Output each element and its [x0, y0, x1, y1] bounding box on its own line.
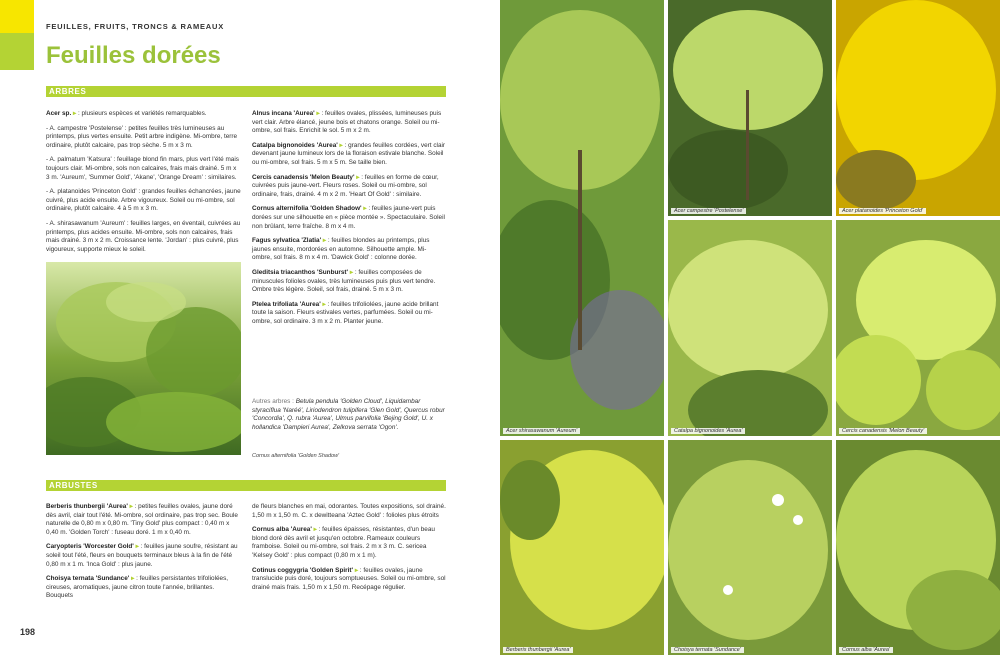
- arrow-icon: ▸: [320, 300, 326, 308]
- entry-text: : feuilles jaune soufre, résistant au soleil tout l'été, fleurs en bouquets terminaux bleus à la fin de l'été 0,80 m x 1 m. 'Inca Gold' : plus jaune.: [46, 543, 238, 568]
- entry-name: Cornus alba 'Aurea': [252, 526, 312, 534]
- entry: [252, 205, 446, 231]
- entry-name: Gleditsia triacanthos 'Sunburst': [252, 268, 349, 276]
- entry-text: - A. palmatum 'Katsura' : feuillage blond fin mars, plus vert l'été mais toujours clair. Mi-ombre, sols non calcaires, frais mais drainé. 5 m x 3 m. 'Aureum', 'Summer Gold', 'Akane', 'Orange Dream' : similaires.: [46, 156, 239, 181]
- entry-text: : feuilles persistantes trifoliolées, cireuses, aromatiques, jaune citron toute l'année, brillantes. Bouquets: [46, 575, 229, 600]
- photo-1: [500, 0, 664, 436]
- entry-name: Caryopteris 'Worcester Gold': [46, 543, 134, 551]
- entry-text: : feuilles épaisses, résistantes, d'un beau blond doré dès avril et jusqu'en octobre. Rameaux couleurs framboise. Soleil ou mi-ombre, sol frais. 2 m x 3 m. C. sericea 'Kelsey Gold' : plus compact (0,80 m x 1 m).: [252, 526, 435, 559]
- arbustes-column-2: [252, 503, 446, 598]
- section-label: FEUILLES, FRUITS, TRONCS & RAMEAUX: [46, 22, 225, 31]
- entry-text: : grandes feuilles cordées, vert clair devenant jaune lumineux lors de la floraison estivale blanche. Soleil ou mi-ombre, sol frais. 5 m x 5 m. Se taille bien.: [252, 141, 446, 166]
- entry-text: : feuilles en forme de cœur, cuivrées puis jaune-vert. Fleurs roses. Soleil ou mi-ombre, sol ordinaire, frais, drainé. 4 m x 2 m. 'Heart Of Gold' : similaire.: [252, 173, 439, 198]
- entry: [252, 237, 446, 263]
- entry: [252, 503, 446, 520]
- arbres-column-2: [252, 110, 446, 332]
- photo-8: [668, 440, 832, 655]
- arrow-icon: ▸: [311, 526, 317, 534]
- entry-name: Cercis canadensis 'Melon Beauty': [252, 173, 355, 181]
- photo-6-caption: Cercis canadensis 'Melon Beauty': [839, 428, 927, 434]
- entry-name: Fagus sylvatica 'Zlatia': [252, 237, 322, 245]
- photo-3-caption: Acer platanoides 'Princeton Gold': [839, 208, 926, 214]
- photo-6: [836, 220, 1000, 436]
- entry-name: Berberis thunbergii 'Aurea': [46, 503, 128, 510]
- photo-8-caption: Choisya ternata 'Sundance': [671, 647, 744, 653]
- entry: [46, 188, 241, 214]
- entry-text: de fleurs blanches en mai, odorantes. Toutes expositions, sol drainé. 1,50 m x 1,50 m. C. x dewitteana 'Aztec Gold' : folioles plus étroits: [252, 503, 446, 519]
- entry-name: Choisya ternata 'Sundance': [46, 575, 130, 583]
- entry-name: Alnus incana 'Aurea': [252, 110, 315, 117]
- photo-4-caption: Acer shirasawanum 'Aureum': [503, 428, 580, 434]
- entry: [46, 220, 241, 254]
- entry: [252, 567, 446, 593]
- entry: [252, 269, 446, 295]
- arbustes-column-1: [46, 503, 241, 607]
- arrow-icon: ▸: [337, 141, 343, 149]
- arrow-icon: ▸: [133, 543, 139, 551]
- arrow-icon: ▸: [127, 503, 133, 510]
- entry: [46, 125, 241, 151]
- entry: [252, 174, 446, 200]
- photo-7: [500, 440, 664, 655]
- photo-5-caption: Catalpa bignonoides 'Aurea': [671, 428, 745, 434]
- entry-text: : feuilles ovales, plissées, lumineuses puis vert clair. Arbre élancé, jeune bois et chatons orange. Soleil ou mi-ombre, sol frais. Enrichit le sol. 5 m x 2 m.: [252, 110, 442, 135]
- photo-9: [836, 440, 1000, 655]
- page-title: Feuilles dorées: [46, 42, 221, 69]
- arrow-icon: ▸: [353, 566, 359, 574]
- entry: [252, 526, 446, 560]
- entry-name: Catalpa bignonoides 'Aurea': [252, 141, 338, 149]
- entry-text: : feuilles jaune-vert puis dorées sur une silhouette en « pièce montée ». Spectaculaire. Soleil non brûlant, terre fraîche. 8 m x 4 m.: [252, 205, 445, 230]
- entry-text: : petites feuilles ovales, jaune doré dès avril, clair tout l'été. Mi-ombre, sol ordinaire, pas trop sec. Boule naturelle de 0,80 m x 0,80 m. 'Tiny Gold' plus compact : 0,40 m x 0,40 m. 'Golden Torch' : fuseau doré. 1 m x 0,40 m.: [46, 503, 238, 536]
- cornus-golden-shadow-photo: [46, 262, 241, 455]
- entry-text: - A. shirasawanum 'Aureum' : feuilles larges, en éventail, cuivrées au printemps, plus acides ensuite. Mi-ombre, sols non calcaires, frais mais drainé. 3 m x 2 m. Croissance lente. 'Jordan' : plus cuivré, plus vigoureux, supporte mieux le soleil.: [46, 219, 241, 253]
- entry-name: Ptelea trifoliata 'Aurea': [252, 300, 321, 308]
- entry: [46, 575, 241, 601]
- photo-7-caption: Berberis thunbergii 'Aurea': [503, 647, 573, 653]
- arrow-icon: ▸: [354, 173, 360, 181]
- photo-5: [668, 220, 832, 436]
- entry-text: : feuilles blondes au printemps, plus jaunes ensuite, mordorées en automne. Silhouette ample. Mi-ombre, sol frais. 8 m x 4 m. 'Dawick Gold' : colonne dorée.: [252, 237, 430, 262]
- entry-text: : feuilles composées de minuscules folioles ovales, très lumineuses puis plus vert tendre. Ombre très légère. Soleil, sol frais, drainé. 5 m x 3 m.: [252, 268, 436, 294]
- arbres-band-label: ARBRES: [49, 87, 87, 96]
- autres-arbres: [252, 398, 446, 432]
- arrow-icon: ▸: [314, 110, 320, 117]
- arbustes-band: [46, 480, 446, 491]
- autres-arbres-label: Autres arbres :: [252, 398, 294, 405]
- entry: [252, 301, 446, 327]
- photo-9-caption: Cornus alba 'Aurea': [839, 647, 893, 653]
- entry: [46, 543, 241, 569]
- photo-caption: Cornus alternifolia 'Golden Shadow': [252, 453, 340, 459]
- arrow-icon: ▸: [71, 110, 77, 117]
- entry-name: Cotinus coggygria 'Golden Spirit': [252, 566, 354, 574]
- arrow-icon: ▸: [348, 268, 354, 276]
- entry-name: Cornus alternifolia 'Golden Shadow': [252, 205, 362, 213]
- photo-2-caption: Acer campestre 'Postelense': [671, 208, 746, 214]
- entry: [46, 110, 241, 119]
- thumb-tab-left-green: [0, 33, 34, 70]
- arbres-column-1: [46, 110, 241, 260]
- entry: [46, 503, 241, 537]
- photo-3: [836, 0, 1000, 216]
- autres-arbres-text: Betula pendula 'Golden Cloud', Liquidambar styraciflua 'Naréé', Liriodendron tulipifera 'Glen Gold', Quercus robur 'Concordia', Q. rubra 'Aurea', Ulmus parvifolia 'Bejing Gold', U. x hollandica 'Dampieri Aurea', Zelkova serrata 'Ogon'.: [252, 398, 445, 431]
- entry-text: - A. platanoides 'Princeton Gold' : grandes feuilles échancrées, jaune cuivré, plus acide ensuite. Arbre vigoureux. Soleil ou mi-ombre, sol ordinaire, plutôt calcaire. 4 à 5 m x 3 m.: [46, 188, 241, 213]
- page-number: 198: [20, 627, 36, 637]
- entry: [46, 156, 241, 182]
- entry: [252, 142, 446, 168]
- entry-text: : feuilles trifoliolées, jaune acide brillant toute la saison. Fleurs estivales vertes, parfumées. Soleil ou mi-ombre, sol ordinaire. 3 m x 2 m. Planter jeune.: [252, 300, 439, 325]
- entry-text: - A. campestre 'Postelense' : petites feuilles très lumineuses au printemps, plus vertes ensuite. Petit arbre indigène. Mi-ombre, terre ordinaire, plutôt calcaire, pas trop sèche. 5 m x 3 m.: [46, 124, 238, 149]
- entry-text: : feuilles ovales, jaune translucide puis doré, toujours somptueuses. Soleil ou mi-ombre, sol drainé mais frais. 1,50 m x 1,50 m. Recépage régulier.: [252, 566, 446, 591]
- arrow-icon: ▸: [321, 237, 327, 245]
- entry-name: Acer sp.: [46, 110, 72, 117]
- arrow-icon: ▸: [129, 575, 135, 583]
- arrow-icon: ▸: [361, 205, 367, 213]
- arbustes-band-label: ARBUSTES: [49, 481, 98, 490]
- entry: [252, 110, 446, 136]
- entry-text: : plusieurs espèces et variétés remarquables.: [76, 110, 207, 117]
- photo-2: [668, 0, 832, 216]
- arbres-band: [46, 86, 446, 97]
